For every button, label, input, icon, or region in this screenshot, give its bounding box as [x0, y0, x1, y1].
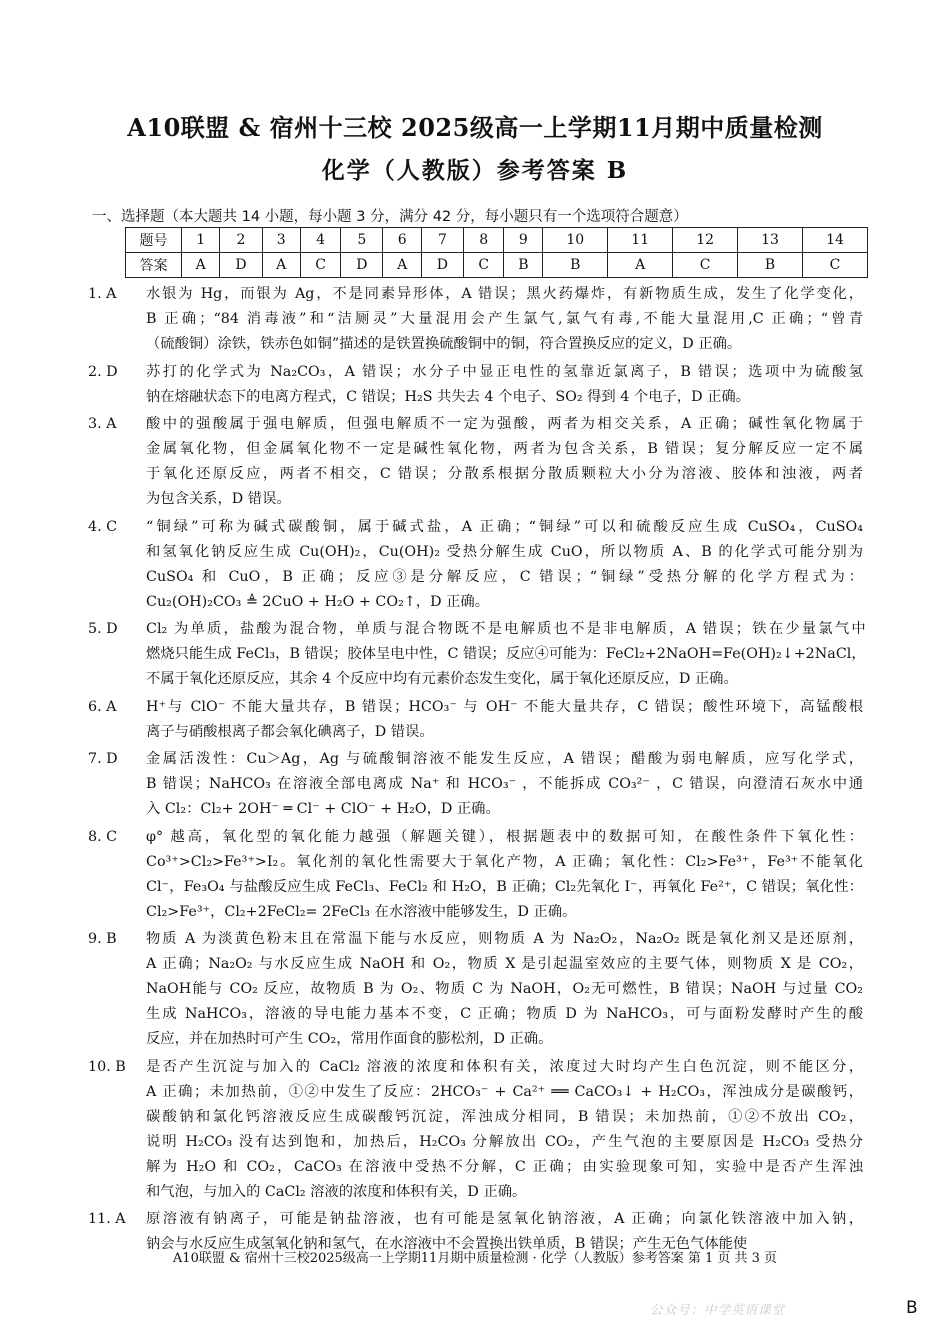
answer-cell: A [182, 253, 220, 278]
item-label: 11. A [88, 1211, 126, 1227]
answer-cell: B [504, 253, 543, 278]
item-line: 金属氧化物，但金属氧化物不一定是碱性氧化物，两者为包含关系，B 错误；复分解反应一定不属 [146, 441, 863, 457]
item-line: 苏打的化学式为 Na₂CO₃，A 错误；水分子中显正电性的氢靠近氯离子，B 错误；选项中为硫酸氢 [146, 363, 863, 380]
item-line: 解为 H₂O 和 CO₂，CaCO₃ 在溶液中受热不分解，C 正确；由实验现象可知，实验中是否产生浑浊 [146, 1158, 863, 1175]
question-number-cell: 8 [464, 228, 504, 253]
item-label: 3. A [88, 416, 117, 432]
question-number-cell: 13 [738, 228, 803, 253]
answer-cell: D [341, 253, 383, 278]
row-label-number: 题号 [126, 228, 182, 253]
question-number-cell: 10 [543, 228, 608, 253]
answer-cell: B [738, 253, 803, 278]
explanation-item [88, 282, 863, 357]
item-line: 碳酸钠和氯化钙溶液反应生成碳酸钙沉淀，浑浊成分相同，B 错误；未加热前，①②不放出 CO₂， [146, 1108, 863, 1125]
item-text [146, 617, 866, 692]
question-number-cell: 6 [383, 228, 421, 253]
item-text [146, 1055, 863, 1205]
question-number-cell: 12 [673, 228, 738, 253]
answer-cell: C [300, 253, 340, 278]
answer-cell: C [673, 253, 738, 278]
item-text [146, 412, 863, 512]
item-line: Cl₂ 为单质，盐酸为混合物，单质与混合物既不是电解质也不是非电解质，A 错误；铁在少量氯气中 [146, 621, 866, 637]
question-number-cell: 4 [300, 228, 340, 253]
item-line: 钠在熔融状态下的电离方程式，C 错误；H₂S 共失去 4 个电子、SO₂ 得到 4 个电子，D 正确。 [146, 388, 750, 405]
item-line: Cl₂>Fe³⁺，Cl₂+2FeCl₂= 2FeCl₃ 在水溶液中能够发生，D 正确。 [146, 903, 577, 920]
item-line: 钠会与水反应生成氢氧化钠和氢气，在水溶液中不会置换出铁单质，B 错误；产生无色气体能使 [146, 1236, 748, 1252]
question-number-cell: 3 [262, 228, 300, 253]
item-line: NaOH能与 CO₂ 反应，故物质 B 为 O₂、物质 C 为 NaOH，O₂无可燃性，B 错误；NaOH 与过量 CO₂ [146, 981, 863, 997]
answer-table-number-row [126, 228, 868, 253]
question-number-cell: 7 [421, 228, 463, 253]
answer-cell: C [802, 253, 867, 278]
item-line: CuSO₄ 和 CuO，B 正确；反应③是分解反应，C 错误；“铜绿”受热分解的化学方程式为： [146, 568, 863, 585]
answer-cell: B [543, 253, 608, 278]
item-text [146, 825, 863, 925]
item-line: A 正确；未加热前，①②中发生了反应：2HCO₃⁻ + Ca²⁺ ══ CaCO₃↓ + H₂CO₃，浑浊成分是碳酸钙， [146, 1083, 863, 1100]
item-label: 2. D [88, 363, 118, 380]
section-heading: 一、选择题（本大题共 14 小题，每小题 3 分，满分 42 分，每小题只有一个选项符合题意） [92, 209, 688, 225]
item-line: Co³⁺>Cl₂>Fe³⁺>I₂。氧化剂的氧化性需要大于氧化产物，A 正确；氧化性：Cl₂>Fe³⁺，Fe³⁺不能氧化 [146, 853, 863, 870]
explanation-item [88, 617, 866, 692]
item-line: 燃烧只能生成 FeCl₃，B 错误；胶体呈电中性，C 错误；反应④可能为：FeCl₂+2NaOH=Fe(OH)₂↓+2NaCl， [146, 646, 866, 662]
question-number-cell: 1 [182, 228, 220, 253]
item-line: 和氢氧化钠反应生成 Cu(OH)₂，Cu(OH)₂ 受热分解生成 CuO，所以物质 A、B 的化学式可能分别为 [146, 543, 863, 560]
item-line: H⁺与 ClO⁻ 不能大量共存，B 错误；HCO₃⁻ 与 OH⁻ 不能大量共存，C 错误；酸性环境下，高锰酸根 [146, 698, 863, 715]
item-line: B 正确；“84 消毒液”和“洁厕灵”大量混用会产生氯气,氯气有毒,不能大量混用,C 正确；“曾青 [146, 311, 863, 327]
item-line: 离子与硝酸根离子都会氧化碘离子，D 错误。 [146, 723, 434, 740]
item-text [146, 695, 863, 745]
item-line: 和气泡，与加入的 CaCl₂ 溶液的浓度和体积有关，D 正确。 [146, 1183, 527, 1200]
item-text [146, 360, 863, 410]
explanation-item [88, 412, 863, 512]
explanation-item [88, 360, 863, 410]
answer-table-answer-row [126, 253, 868, 278]
item-text [146, 282, 863, 357]
question-number-cell: 11 [608, 228, 673, 253]
corner-mark: B [906, 1298, 918, 1318]
item-label: 7. D [88, 751, 118, 767]
item-line: 是否产生沉淀与加入的 CaCl₂ 溶液的浓度和体积有关，浓度过大时均产生白色沉淀，则不能区分， [146, 1058, 863, 1075]
item-label: 10. B [88, 1058, 126, 1075]
question-number-cell: 9 [504, 228, 543, 253]
answer-table [125, 227, 868, 278]
item-line: 原溶液有钠离子，可能是钠盐溶液，也有可能是氢氧化钠溶液，A 正确；向氯化铁溶液中加入钠， [146, 1211, 863, 1227]
item-line: 反应，并在加热时可产生 CO₂，常用作面食的膨松剂，D 正确。 [146, 1031, 553, 1047]
item-line: 为包含关系，D 错误。 [146, 491, 291, 507]
item-line: 水银为 Hg，而银为 Ag，不是同素异形体，A 错误；黑火药爆炸，有新物质生成，发生了化学变化， [146, 286, 863, 302]
item-line: 于氧化还原反应，两者不相交，C 错误；分散系根据分散质颗粒大小分为溶液、胶体和浊液，两者 [146, 466, 863, 482]
explanation-item [88, 1055, 863, 1205]
item-label: 6. A [88, 698, 117, 715]
answer-cell: C [464, 253, 504, 278]
item-label: 4. C [88, 518, 118, 535]
item-line: 不属于氧化还原反应，其余 4 个反应中均有元素价态发生变化，属于氧化还原反应，D 正确。 [146, 671, 738, 687]
answer-cell: D [421, 253, 463, 278]
item-line: 物质 A 为淡黄色粉末且在常温下能与水反应，则物质 A 为 Na₂O₂，Na₂O₂ 既是氧化剂又是还原剂， [146, 931, 863, 947]
item-text [146, 747, 863, 822]
answer-cell: A [608, 253, 673, 278]
item-line: “铜绿”可称为碱式碳酸铜，属于碱式盐，A 正确；“铜绿”可以和硫酸反应生成 CuSO₄，CuSO₄ [146, 518, 863, 535]
item-label: 8. C [88, 828, 118, 845]
item-line: B 错误；NaHCO₃ 在溶液全部电离成 Na⁺ 和 HCO₃⁻ ，不能拆成 CO₃²⁻ ，C 错误，向澄清石灰水中通 [146, 776, 863, 792]
answer-cell: D [220, 253, 262, 278]
item-line: 酸中的强酸属于强电解质，但强电解质不一定为强酸，两者为相交关系，A 正确；碱性氧化物属于 [146, 416, 863, 432]
question-number-cell: 5 [341, 228, 383, 253]
item-line: Cu₂(OH)₂CO₃ ≜ 2CuO + H₂O + CO₂↑，D 正确。 [146, 593, 489, 610]
page-footer: A10联盟 & 宿州十三校2025级高一上学期11月期中质量检测 · 化学（人教版）参考答案 第 1 页 共 3 页 [172, 1251, 778, 1266]
answer-cell: A [262, 253, 300, 278]
answer-explanations [88, 282, 866, 1260]
item-line: 金属活泼性：Cu＞Ag，Ag 与硫酸铜溶液不能发生反应，A 错误；醋酸为弱电解质，应写化学式， [146, 751, 863, 767]
explanation-item [88, 747, 863, 822]
explanation-item [88, 515, 863, 615]
item-label: 9. B [88, 931, 117, 947]
item-line: 说明 H₂CO₃ 没有达到饱和，加热后，H₂CO₃ 分解放出 CO₂，产生气泡的主要原因是 H₂CO₃ 受热分 [146, 1133, 863, 1150]
item-text [146, 927, 863, 1052]
item-line: φ° 越高，氧化型的氧化能力越强（解题关键），根据题表中的数据可知，在酸性条件下氧化性： [146, 828, 863, 845]
explanation-item [88, 825, 863, 925]
page-title: A10联盟 & 宿州十三校 2025级高一上学期11月期中质量检测 [127, 113, 823, 142]
item-line: 生成 NaHCO₃，溶液的导电能力基本不变，C 正确；物质 D 为 NaHCO₃，可与面粉发酵时产生的酸 [146, 1006, 864, 1022]
item-label: 5. D [88, 621, 118, 637]
item-line: （硫酸铜）涂铁，铁赤色如铜”描述的是铁置换硫酸铜中的铜，符合置换反应的定义，D 正确。 [146, 336, 742, 352]
item-line: Cl⁻，Fe₃O₄ 与盐酸反应生成 FeCl₃、FeCl₂ 和 H₂O，B 正确；Cl₂先氧化 I⁻，再氧化 Fe²⁺，C 错误；氧化性： [146, 878, 863, 895]
question-number-cell: 2 [220, 228, 262, 253]
item-text [146, 515, 863, 615]
question-number-cell: 14 [802, 228, 867, 253]
page-subtitle: 化学（人教版）参考答案 B [321, 157, 629, 184]
watermark: 公众号：中学英语课堂 [650, 1302, 786, 1317]
explanation-item [88, 695, 863, 745]
row-label-answer: 答案 [126, 253, 182, 278]
item-line: 入 Cl₂：Cl₂+ 2OH⁻ ═ Cl⁻ + ClO⁻ + H₂O，D 正确。 [146, 801, 500, 817]
item-label: 1. A [88, 286, 117, 302]
explanation-item [88, 927, 863, 1052]
item-line: A 正确；Na₂O₂ 与水反应生成 NaOH 和 O₂，物质 X 是引起温室效应的主要气体，则物质 X 是 CO₂， [146, 956, 864, 972]
answer-cell: A [383, 253, 421, 278]
